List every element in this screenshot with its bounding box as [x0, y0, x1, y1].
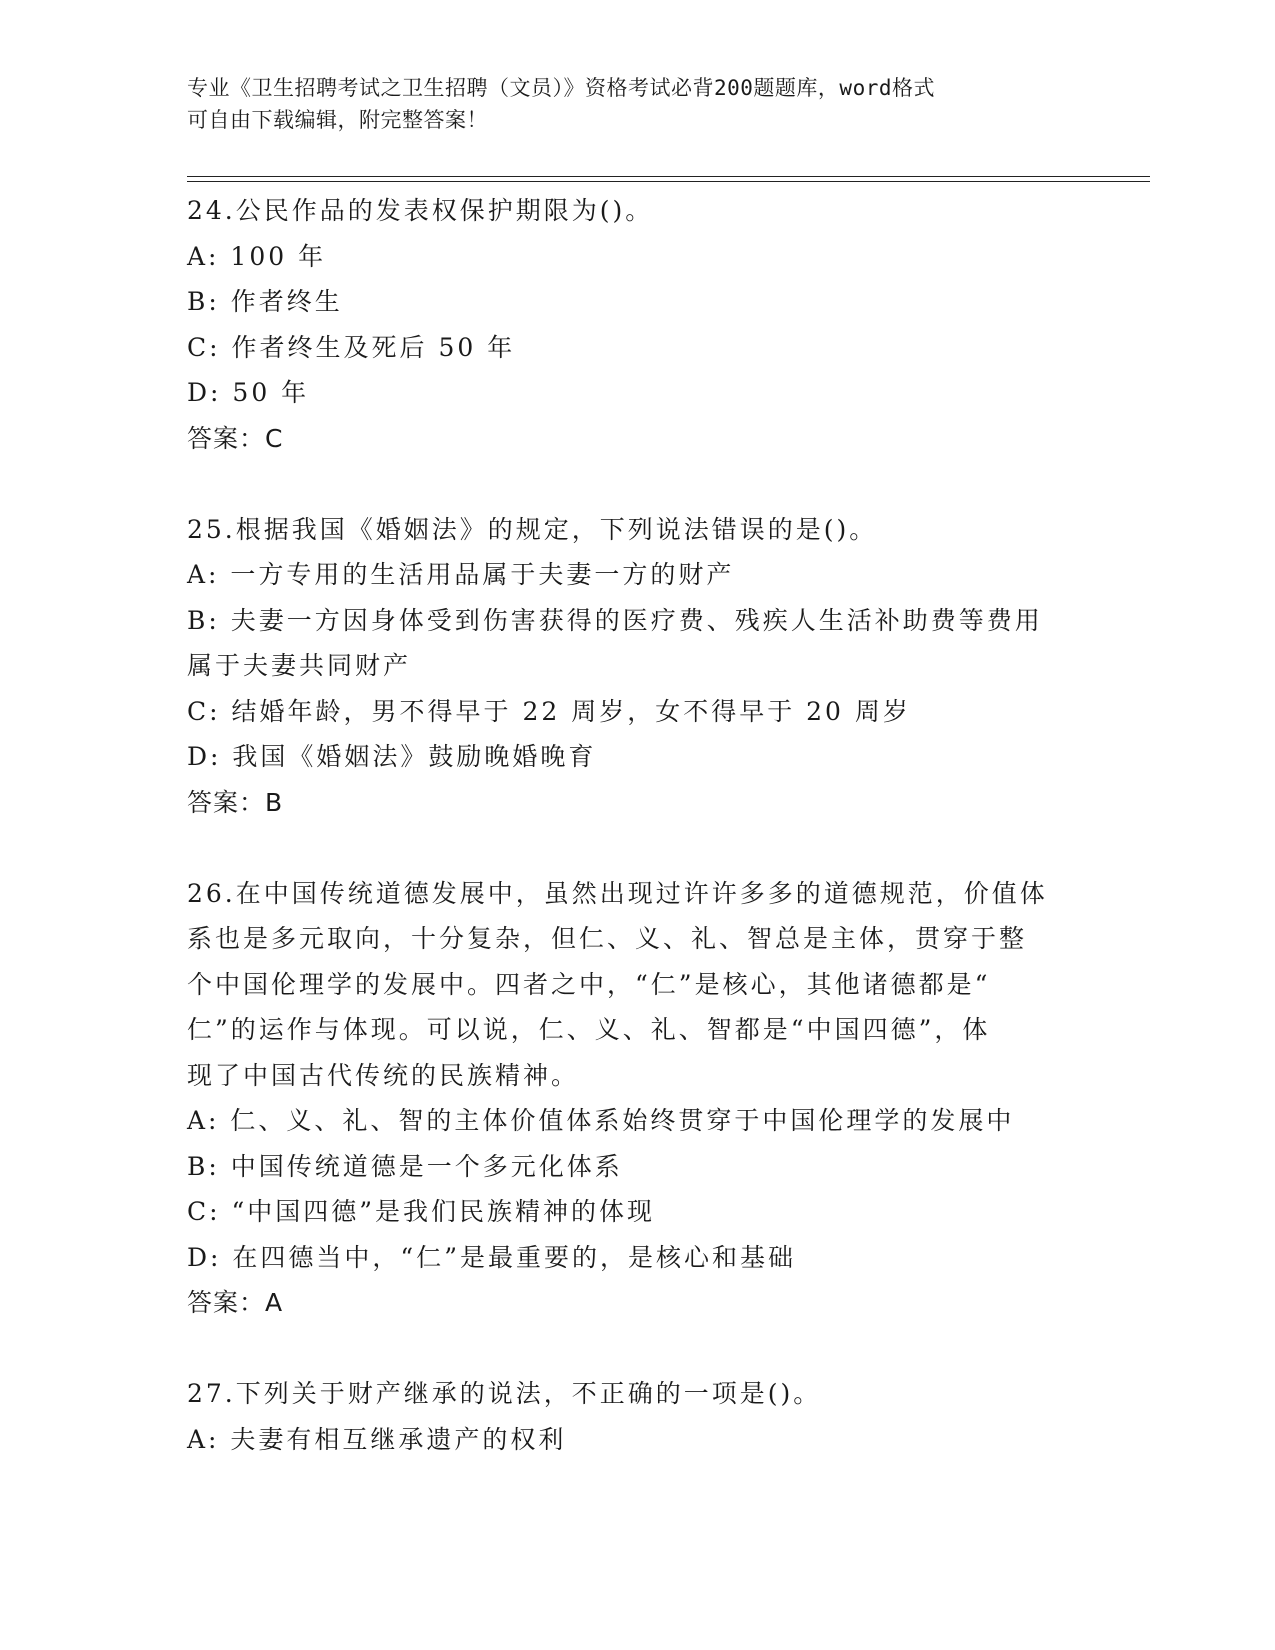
answer-key: 答案：C [187, 423, 284, 453]
answer-option-line: C: “中国四德”是我们民族精神的体现 [187, 1197, 656, 1226]
question-stem-line: 个中国伦理学的发展中。四者之中，“仁”是核心，其他诸德都是“ [187, 969, 991, 999]
question-block [187, 1371, 1087, 1462]
header-line-1: 专业《卫生招聘考试之卫生招聘（文员）》资格考试必背200题题库，word格式 [187, 76, 935, 100]
question-spacer [187, 461, 1087, 507]
question-list [187, 188, 1087, 1462]
answer-option-line: C: 结婚年龄，男不得早于 22 周岁，女不得早于 20 周岁 [187, 696, 911, 726]
question-stem-line: 仁”的运作与体现。可以说，仁、义、礼、智都是“中国四德”，体 [187, 1015, 991, 1044]
answer-option-line: A: 100 年 [187, 241, 327, 271]
question-block [187, 188, 1087, 461]
question-stem-line: 系也是多元取向，十分复杂，但仁、义、礼、智总是主体，贯穿于整 [187, 924, 1028, 953]
answer-option-line: C: 作者终生及死后 50 年 [187, 332, 516, 362]
question-stem-line: 26.在中国传统道德发展中，虽然出现过许许多多的道德规范，价值体 [187, 878, 1048, 908]
header-divider-bottom [187, 181, 1150, 182]
answer-option-line: D: 在四德当中，“仁”是最重要的，是核心和基础 [187, 1242, 796, 1272]
answer-option-line: A: 一方专用的生活用品属于夫妻一方的财产 [187, 560, 735, 589]
answer-option-line: B: 中国传统道德是一个多元化体系 [187, 1151, 623, 1181]
question-stem-line: 24.公民作品的发表权保护期限为()。 [187, 196, 654, 225]
answer-option-line: A: 仁、义、礼、智的主体价值体系始终贯穿于中国伦理学的发展中 [187, 1106, 1015, 1135]
header-line-2: 可自由下载编辑，附完整答案！ [187, 108, 488, 132]
question-stem-line: 25.根据我国《婚姻法》的规定，下列说法错误的是()。 [187, 514, 878, 544]
question-stem-line: 现了中国古代传统的民族精神。 [187, 1060, 580, 1090]
question-block [187, 871, 1087, 1326]
question-stem-line: 27.下列关于财产继承的说法，不正确的一项是()。 [187, 1379, 822, 1408]
answer-option-line: A: 夫妻有相互继承遗产的权利 [187, 1424, 567, 1454]
answer-option-line: D: 50 年 [187, 378, 310, 407]
answer-option-line: 属于夫妻共同财产 [187, 651, 412, 680]
document-header [187, 72, 1067, 136]
answer-option-line: B: 夫妻一方因身体受到伤害获得的医疗费、残疾人生活补助费等费用 [187, 605, 1043, 635]
question-spacer [187, 825, 1087, 871]
question-spacer [187, 1326, 1087, 1372]
answer-key: 答案：B [187, 787, 284, 817]
answer-key: 答案：A [187, 1288, 284, 1317]
answer-option-line: B: 作者终生 [187, 287, 343, 316]
answer-option-line: D: 我国《婚姻法》鼓励晚婚晚育 [187, 742, 597, 771]
question-block [187, 507, 1087, 826]
header-divider-top [187, 176, 1150, 177]
